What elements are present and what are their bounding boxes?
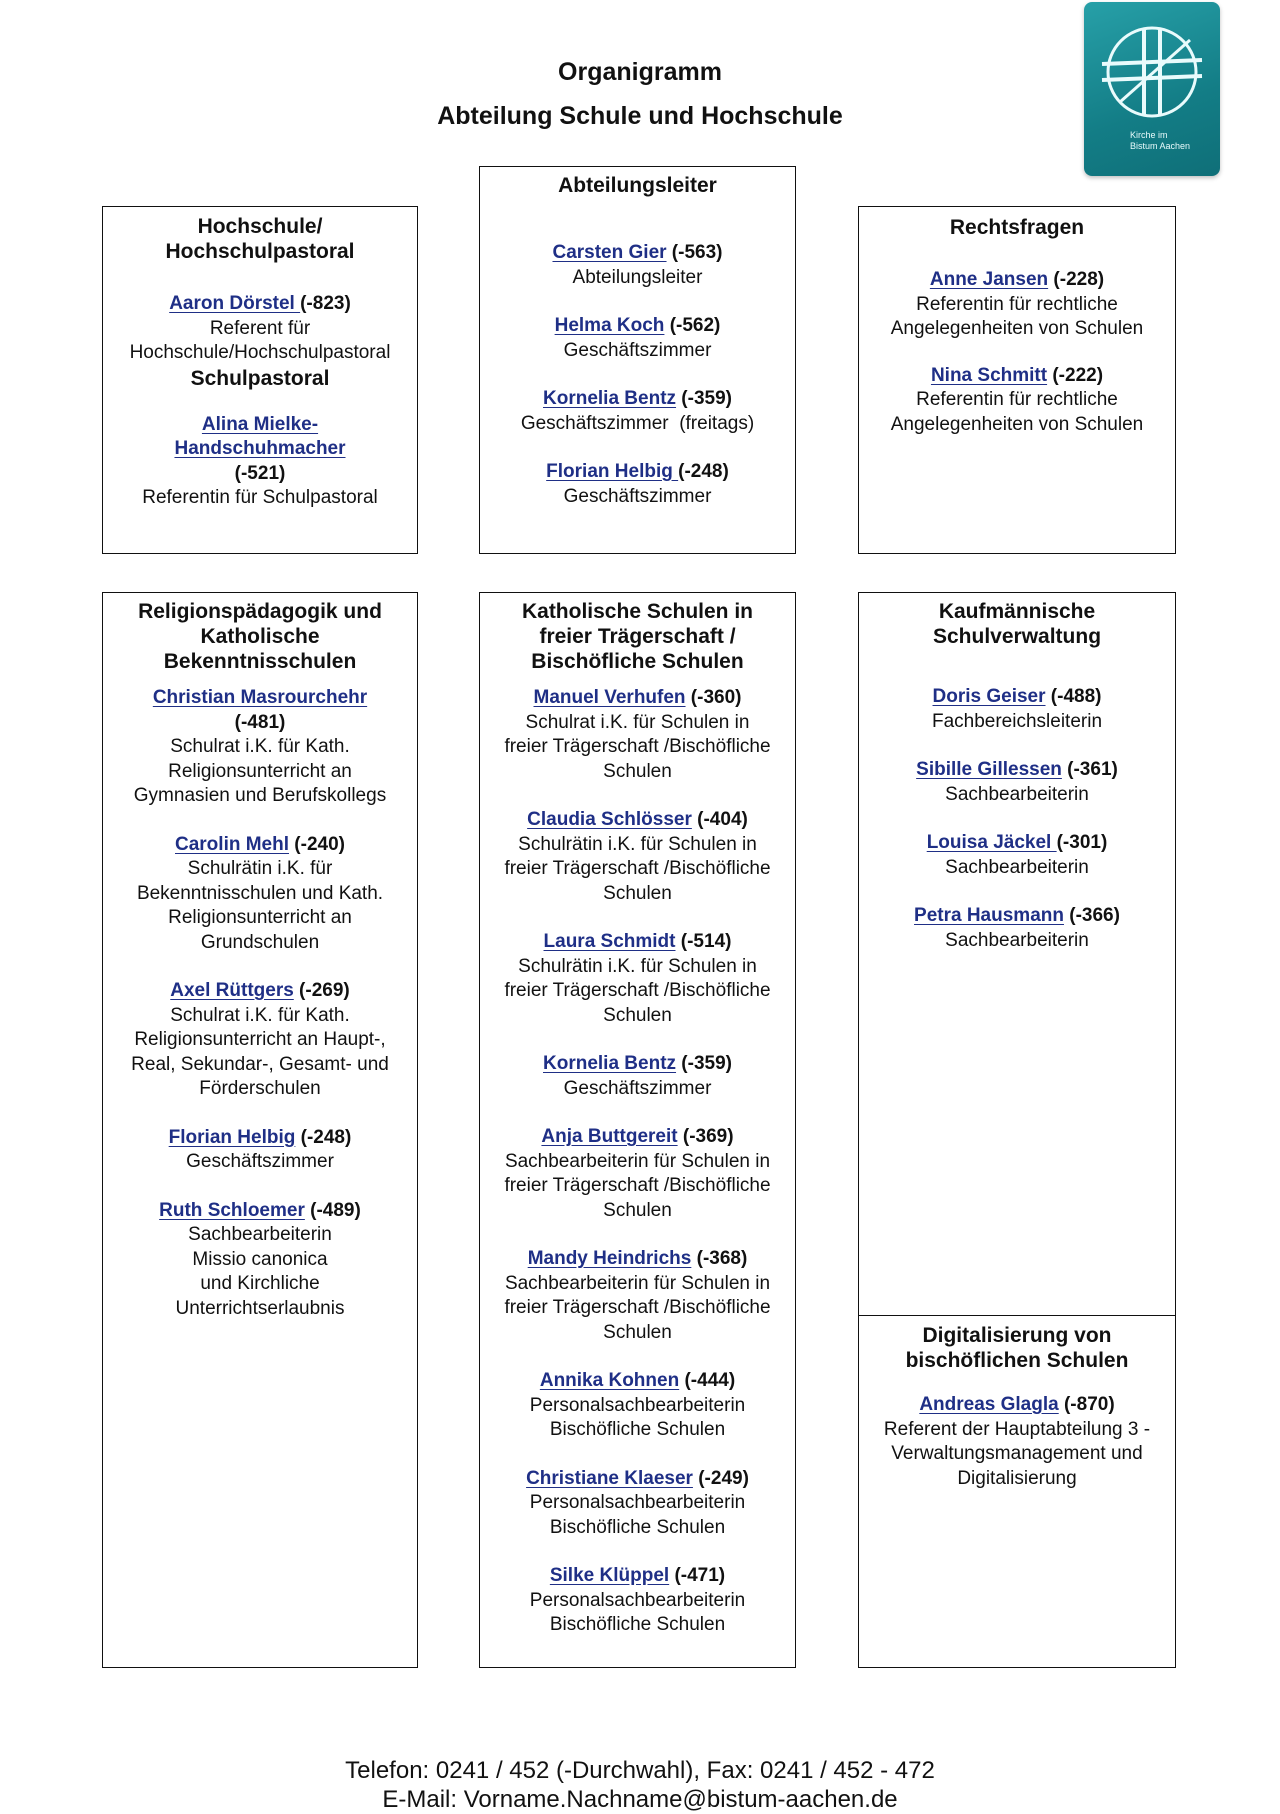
entry [859, 904, 1175, 953]
extension: (-488) [1045, 686, 1102, 707]
entry [103, 686, 417, 809]
section-divider [859, 1315, 1175, 1316]
extension: (-269) [293, 980, 350, 1001]
extension: (-249) [692, 1467, 749, 1489]
person-role: Schulrat i.K. für Kath. Religionsunterricht an Gymnasien und Berufskollegs [133, 736, 387, 806]
entry [859, 364, 1175, 438]
person-link[interactable]: Christian Masrourchehr [152, 687, 368, 708]
entry [859, 758, 1175, 807]
box-heading: Hochschule/ Hochschulpastoral [165, 215, 355, 263]
entry [480, 387, 795, 436]
entry [859, 1393, 1175, 1491]
footer-phone: Telefon: 0241 / 452 (-Durchwahl), Fax: 0241 / 452 - 472 [345, 1757, 935, 1784]
logo-text: Kirche im Bistum Aachen [1130, 130, 1191, 151]
person-link[interactable]: Laura Schmidt [543, 931, 676, 952]
box-heading: Katholische Schulen in freier Trägerschaft / Bischöfliche Schulen [521, 600, 754, 673]
digitalisierung-section [859, 1323, 1175, 1491]
box-religionspaedagogik [102, 592, 418, 1668]
person-role: Sachbearbeiterin für Schulen in freier Trägerschaft /Bischöfliche Schulen [504, 1150, 771, 1221]
entry [859, 831, 1175, 880]
box-katholische-schulen [479, 592, 796, 1668]
person-role: Geschäftszimmer (freitags) [520, 412, 755, 434]
bistum-logo [1084, 2, 1220, 176]
entry-list [480, 686, 795, 1638]
box-heading: Kaufmännische Schulverwaltung [932, 600, 1102, 648]
entry [480, 1467, 795, 1541]
extension: (-444) [679, 1370, 736, 1391]
entry [859, 685, 1175, 734]
entry [480, 314, 795, 363]
person-role: Referentin für rechtliche Angelegenheiten von Schulen [890, 293, 1144, 339]
person-role: Sachbearbeiterin für Schulen in freier Trägerschaft /Bischöfliche Schulen [504, 1272, 771, 1343]
extension: (-248) [678, 461, 729, 482]
cross-logo-icon [1094, 20, 1210, 130]
person-link[interactable]: Kornelia Bentz [543, 1053, 677, 1074]
page-title [380, 50, 900, 138]
person-link[interactable]: Petra Hausmann [914, 905, 1064, 926]
extension: (-359) [676, 1053, 732, 1074]
person-role: Referent für Hochschule/Hochschulpastoral [129, 317, 391, 363]
person-role: Referentin für rechtliche Angelegenheiten von Schulen [890, 389, 1144, 435]
footer-contact [240, 1756, 1040, 1814]
person-role: Geschäftszimmer [563, 339, 712, 361]
person-role: Schulrat i.K. für Schulen in freier Trägerschaft /Bischöfliche Schulen [504, 711, 771, 782]
person-link[interactable]: Carolin Mehl [175, 833, 290, 855]
entry-list [480, 241, 795, 509]
extension: (-870) [1058, 1394, 1115, 1415]
box-heading: Abteilungsleiter [558, 174, 717, 197]
person-link[interactable]: Anja Buttgereit [541, 1126, 678, 1147]
extension: (-562) [664, 315, 721, 336]
entry [103, 413, 417, 511]
person-role: Sachbearbeiterin Missio canonica und Kirchliche Unterrichtserlaubnis [175, 1224, 345, 1319]
person-role: Schulrätin i.K. für Bekenntnisschulen und Kath. Religionsunterricht an Grundschulen [136, 858, 384, 953]
extension: (-359) [676, 388, 732, 409]
box-kaufmaennische-schulverwaltung [858, 592, 1176, 1668]
entry [103, 1199, 417, 1322]
person-link[interactable]: Andreas Glagla [919, 1394, 1059, 1415]
person-role: Sachbearbeiterin [945, 856, 1089, 878]
footer-email: E-Mail: Vorname.Nachname@bistum-aachen.de [382, 1786, 898, 1813]
person-role: Personalsachbearbeiterin Bischöfliche Schulen [529, 1589, 746, 1635]
extension: (-369) [677, 1126, 734, 1147]
extension: (-366) [1063, 905, 1120, 926]
extension: (-823) [300, 293, 351, 314]
person-link[interactable]: Claudia Schlösser [527, 809, 692, 830]
person-link[interactable]: Christiane Klaeser [526, 1467, 693, 1489]
extension: (-222) [1047, 364, 1104, 386]
entry-list [859, 685, 1175, 953]
person-role: Sachbearbeiterin [945, 929, 1089, 951]
entry [480, 1052, 795, 1101]
extension: (-404) [691, 809, 748, 830]
box-abteilungsleiter [479, 166, 796, 554]
entry [480, 686, 795, 784]
title-line-1: Organigramm [558, 58, 722, 86]
person-link[interactable]: Carsten Gier [552, 242, 667, 263]
person-link[interactable]: Mandy Heindrichs [527, 1248, 692, 1269]
person-link[interactable]: Doris Geiser [932, 686, 1046, 707]
extension: (-248) [295, 1126, 352, 1148]
person-role: Fachbereichsleiterin [931, 710, 1103, 732]
entry [103, 1126, 417, 1175]
person-role: Schulrätin i.K. für Schulen in freier Trägerschaft /Bischöfliche Schulen [504, 955, 771, 1026]
person-link[interactable]: Silke Klüppel [549, 1565, 670, 1586]
person-link[interactable]: Ruth Schloemer [159, 1199, 305, 1221]
extension: (-563) [666, 242, 723, 263]
person-link[interactable]: Anne Jansen [929, 269, 1049, 290]
entry [480, 1125, 795, 1223]
entry [103, 979, 417, 1102]
extension: (-240) [289, 833, 345, 855]
person-link[interactable]: Florian Helbig [546, 461, 679, 482]
extension: (-489) [304, 1199, 361, 1221]
entry [480, 930, 795, 1028]
box-rechtsfragen [858, 206, 1176, 554]
person-link[interactable]: Florian Helbig [168, 1126, 296, 1148]
entry [480, 460, 795, 509]
entry-list [103, 686, 417, 1321]
entry [103, 833, 417, 956]
person-role: Geschäftszimmer [563, 485, 712, 507]
title-line-2: Abteilung Schule und Hochschule [437, 102, 843, 130]
extension: (-481) [234, 711, 286, 733]
person-role: Geschäftszimmer [563, 1077, 712, 1099]
person-role: Sachbearbeiterin [945, 783, 1089, 805]
extension: (-301) [1056, 832, 1108, 853]
person-role: Schulrat i.K. für Kath. Religionsunterricht an Haupt-, Real, Sekundar-, Gesamt- und Förderschulen [131, 1004, 389, 1099]
box-heading: Rechtsfragen [949, 216, 1085, 239]
person-link[interactable]: Axel Rüttgers [170, 980, 294, 1001]
extension: (-228) [1048, 269, 1105, 290]
section-heading: Digitalisierung von bischöflichen Schulen [905, 1324, 1129, 1372]
extension: (-360) [685, 687, 742, 708]
entry [103, 292, 417, 366]
person-link[interactable]: Kornelia Bentz [543, 388, 677, 409]
person-link[interactable]: Annika Kohnen [539, 1370, 680, 1391]
extension: (-361) [1061, 759, 1118, 780]
entry [480, 1369, 795, 1443]
person-role: Referent der Hauptabteilung 3 - Verwaltungsmanagement und Digitalisierung [883, 1418, 1151, 1489]
box-heading: Religionspädagogik und Katholische Bekenntnisschulen [138, 600, 382, 673]
entry [480, 241, 795, 290]
extension: (-471) [669, 1565, 726, 1586]
entry [480, 1564, 795, 1638]
entry [480, 808, 795, 906]
entry-list [859, 268, 1175, 437]
person-link[interactable]: Manuel Verhufen [533, 687, 686, 708]
entry [859, 268, 1175, 342]
person-role: Personalsachbearbeiterin Bischöfliche Schulen [529, 1492, 746, 1538]
person-link[interactable]: Alina Mielke- Handschuhmacher [174, 413, 346, 459]
person-role: Abteilungsleiter [572, 266, 703, 288]
entry [480, 1247, 795, 1345]
person-link[interactable]: Aaron Dörstel [169, 293, 301, 314]
person-link[interactable]: Nina Schmitt [930, 364, 1048, 386]
person-role: Geschäftszimmer [186, 1151, 334, 1172]
box-hochschule [102, 206, 418, 554]
person-role: Personalsachbearbeiterin Bischöfliche Schulen [529, 1394, 746, 1440]
person-link[interactable]: Louisa Jäckel [926, 832, 1057, 853]
extension: (-521) [234, 462, 286, 484]
person-role: Schulrätin i.K. für Schulen in freier Trägerschaft /Bischöfliche Schulen [504, 833, 771, 904]
extension: (-514) [675, 931, 732, 952]
extension: (-368) [691, 1248, 748, 1269]
person-link[interactable]: Helma Koch [554, 315, 665, 336]
person-link[interactable]: Sibille Gillessen [916, 759, 1062, 780]
subheading-schulpastoral: Schulpastoral [190, 366, 330, 390]
person-role: Referentin für Schulpastoral [142, 487, 378, 508]
